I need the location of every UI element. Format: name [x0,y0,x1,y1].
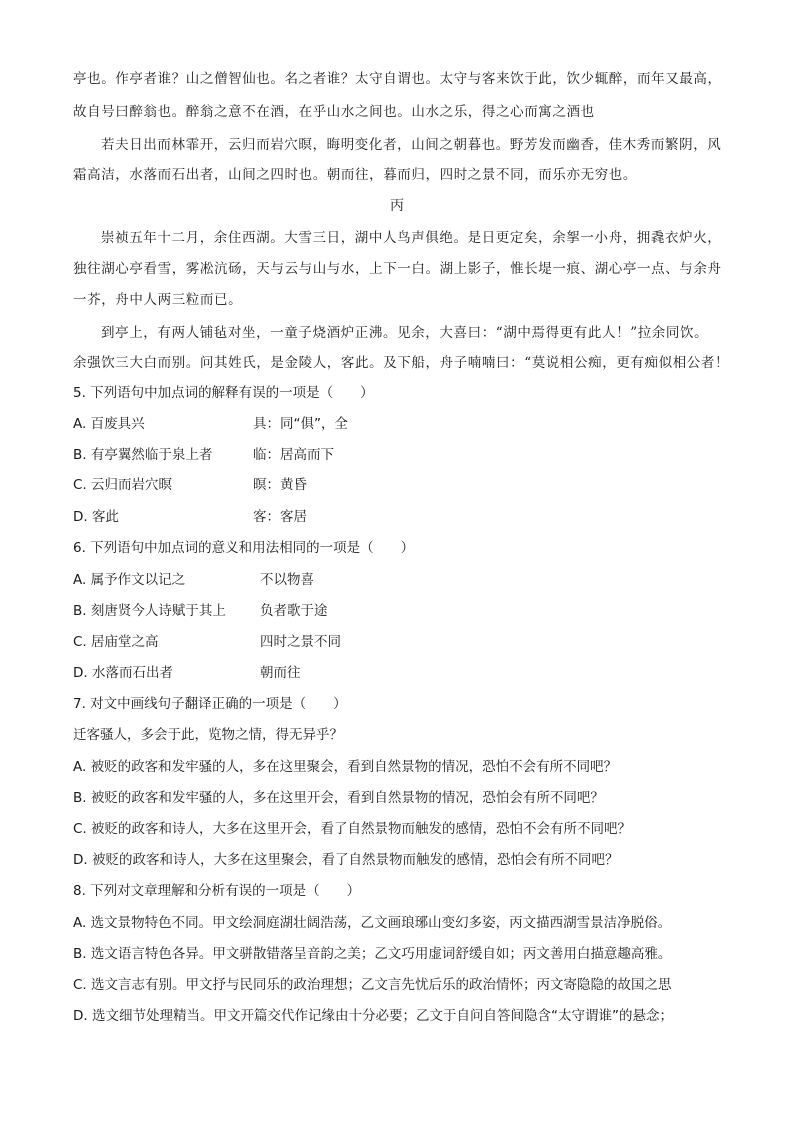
q8-option-a: A. 选文景物特色不同。甲文绘洞庭湖壮阔浩荡，乙文画琅琊山变幻多姿，丙文描西湖雪景洁净脱俗。 [73,915,672,931]
q6-option-b: B. 刻唐贤今人诗赋于其上 [73,603,226,619]
q6-option-c-compare: 四时之景不同 [260,634,341,650]
q5-option-b: B. 有亭翼然临于泉上者 [73,447,213,463]
q6-option-a-compare: 不以物喜 [260,572,314,588]
q6-option-d-compare: 朝而往 [260,665,301,681]
passage-c-heading: 丙 [390,198,404,214]
q7-option-d: D. 被贬的政客和诗人，大多在这里聚会，看了自然景物而触发的感情，恐怕会有所不同吧？ [73,852,619,868]
q7-option-a: A. 被贬的政客和发牢骚的人，多在这里聚会，看到自然景物的情况，恐怕不会有所不同吧？ [73,759,618,775]
q7-option-c: C. 被贬的政客和诗人，大多在这里开会，看了自然景物而触发的感情，恐怕不会有所不同吧？ [73,821,632,837]
passage-b-line-3: 若夫日出而林霏开，云归而岩穴暝，晦明变化者，山间之朝暮也。野芳发而幽香，佳木秀而繁阴，风 [101,137,722,153]
q5-option-a: A. 百废具兴 [73,416,145,432]
passage-b-line-2: 故自号曰醉翁也。醉翁之意不在酒，在乎山水之间也。山水之乐，得之心而寓之酒也 [73,104,595,120]
passage-c-line-1: 崇祯五年十二月，余住西湖。大雪三日，湖中人鸟声俱绝。是日更定矣，余挐一小舟，拥毳衣炉火， [101,230,722,246]
q7-option-b: B. 被贬的政客和发牢骚的人，多在这里开会，看到自然景物的情况，恐怕会有所不同吧？ [73,790,604,806]
passage-c-line-5: 余强饮三大白而别。问其姓氏，是金陵人，客此。及下船，舟子喃喃曰：“莫说相公痴，更有痴似相公者！ [73,355,730,371]
q8-option-b: B. 选文语言特色各异。甲文骈散错落呈音韵之美；乙文巧用虚词舒缓自如；丙文善用白描意趣高雅。 [73,946,672,962]
q6-stem: 6. 下列语句中加点词的意义和用法相同的一项是（ ） [73,540,415,556]
passage-c-line-4: 到亭上，有两人铺毡对坐，一童子烧酒炉正沸。见余，大喜曰：“湖中焉得更有此人！”拉余同饮。 [101,325,709,341]
passage-c-line-2: 独往湖心亭看雪，雾凇沆砀，天与云与山与水，上下一白。湖上影子，惟长堤一痕、湖心亭一点、与余舟 [73,261,722,277]
q6-option-a: A. 属予作文以记之 [73,572,186,588]
q5-option-d-explain: 客：客居 [253,509,307,525]
q6-option-c: C. 居庙堂之高 [73,634,159,650]
q6-option-b-compare: 负者歌于途 [260,603,328,619]
q7-stem: 7. 对文中画线句子翻译正确的一项是（ ） [73,696,347,712]
q8-option-c: C. 选文言志有别。甲文抒与民同乐的政治理想；乙文言先忧后乐的政治情怀；丙文寄隐隐的故国之思 [73,977,672,993]
q8-stem: 8. 下列对文章理解和分析有误的一项是（ ） [73,883,361,899]
passage-b-line-1: 亭也。作亭者谁？山之僧智仙也。名之者谁？太守自谓也。太守与客来饮于此，饮少辄醉，而年又最高， [73,71,722,87]
q6-option-d: D. 水落而石出者 [73,665,173,681]
q5-option-c: C. 云归而岩穴暝 [73,477,173,493]
passage-c-line-3: 一芥，舟中人两三粒而已。 [73,292,243,308]
q8-option-d: D. 选文细节处理精当。甲文开篇交代作记缘由十分必要；乙文于自问自答间隐含“太守谓谁”的悬念； [73,1008,673,1024]
q5-option-a-explain: 具：同“俱”，全 [253,416,348,432]
q5-option-c-explain: 暝：黄昏 [253,477,307,493]
q5-option-b-explain: 临：居高而下 [253,447,334,463]
passage-b-line-4: 霜高洁，水落而石出者，山间之四时也。朝而往，暮而归，四时之景不同，而乐亦无穷也。 [73,167,637,183]
q5-stem: 5. 下列语句中加点词的解释有误的一项是（ ） [73,385,374,401]
q7-sentence: 迁客骚人，多会于此，览物之情，得无异乎？ [73,727,343,743]
q5-option-d: D. 客此 [73,509,119,525]
